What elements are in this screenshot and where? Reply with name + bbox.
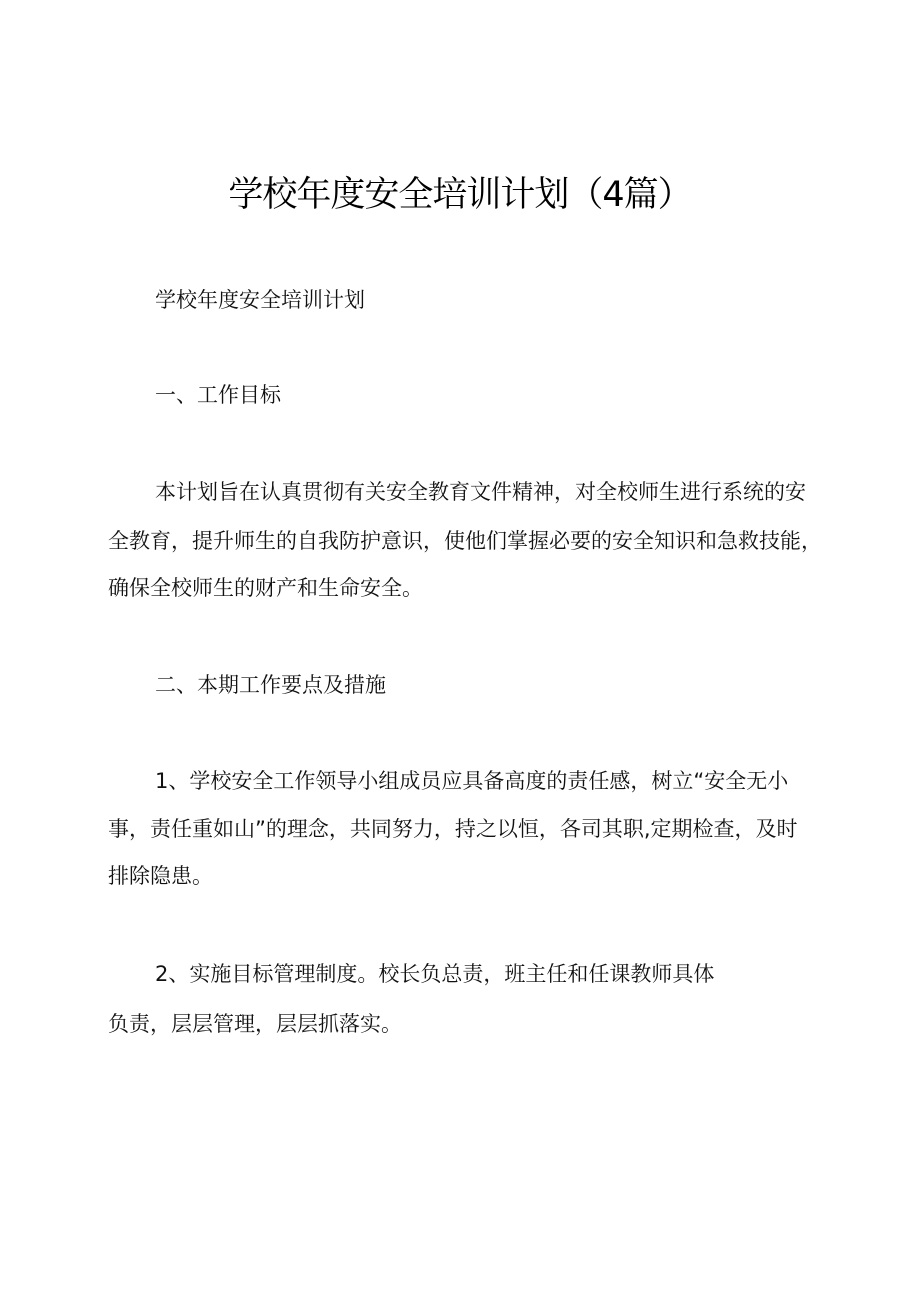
section2-item1-line-3: 排除隐患。 [108,864,213,888]
section2-item1-line-2: 事，责任重如山”的理念，共同努力，持之以恒，各司其职,定期检查，及时 [108,817,798,841]
section2-item2-line-2: 负责，层层管理，层层抓落实。 [108,1012,402,1036]
section1-paragraph-line-3: 确保全校师生的财产和生命安全。 [108,576,423,600]
section1-paragraph-line-2: 全教育，提升师生的自我防护意识，使他们掌握必要的安全知识和急救技能， [108,529,822,553]
document-title: 学校年度安全培训计划（4篇） [228,175,692,215]
section2-heading: 二、本期工作要点及措施 [155,673,386,697]
document-subtitle: 学校年度安全培训计划 [155,288,365,312]
section1-paragraph-line-1: 本计划旨在认真贯彻有关安全教育文件精神，对全校师生进行系统的安 [155,480,806,504]
section2-item1-line-1: 1、学校安全工作领导小组成员应具备高度的责任感，树立“安全无小 [155,769,789,793]
section1-heading: 一、工作目标 [155,383,281,407]
section2-item2-line-1: 2、实施目标管理制度。校长负总责，班主任和任课教师具体 [155,962,715,986]
